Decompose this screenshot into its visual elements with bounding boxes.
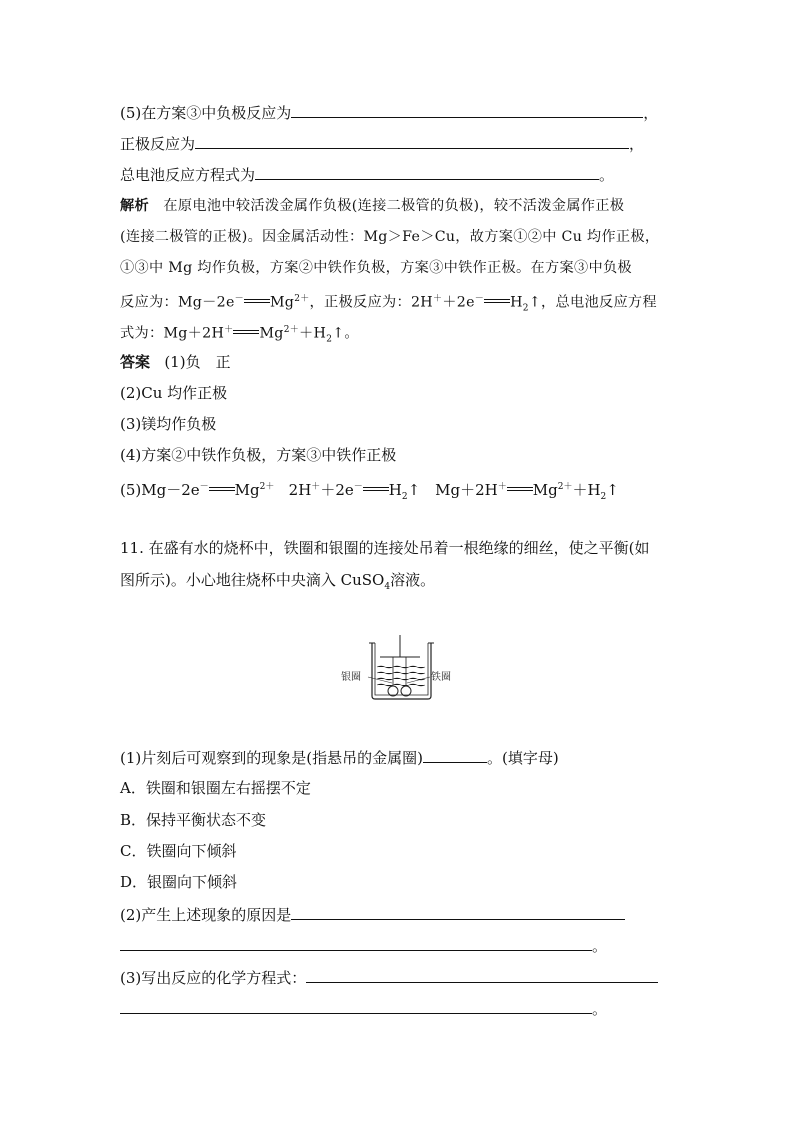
q5-positive-blank[interactable] xyxy=(195,132,629,149)
analysis-text-4c: ，正极反应为：2H xyxy=(309,294,433,311)
q11-option-c[interactable] xyxy=(120,840,236,862)
answer-5b: Mg xyxy=(234,481,260,499)
answer-3: (3)镁均作负极 xyxy=(120,415,217,433)
iron-ring xyxy=(401,686,411,696)
sub: 2 xyxy=(522,303,529,314)
answer-5c: 2H xyxy=(288,481,312,499)
equals-sign xyxy=(209,485,235,495)
equals-sign xyxy=(244,297,270,307)
sub: 2 xyxy=(326,334,333,345)
analysis-line-5 xyxy=(120,319,359,351)
answer-4: (4)方案②中铁作负极，方案③中铁作正极 xyxy=(120,446,397,464)
q5-comma: ， xyxy=(643,104,659,122)
beaker-figure xyxy=(340,633,455,703)
sup: ＋ xyxy=(497,482,507,492)
analysis-text-4d: ＋2e xyxy=(442,294,475,311)
q5-comma: ， xyxy=(629,135,645,153)
q11-part1-blank[interactable] xyxy=(423,746,487,763)
analysis-text-4a: 反应为：Mg－2e xyxy=(120,294,235,311)
equals-sign xyxy=(363,485,389,495)
option-c-text: C．铁圈向下倾斜 xyxy=(120,842,237,860)
sup: ＋ xyxy=(224,325,234,335)
q5-period: 。 xyxy=(599,166,615,184)
q5-total-line xyxy=(120,163,614,186)
sub: 2 xyxy=(600,492,607,502)
q11-stem-line-2 xyxy=(120,569,435,598)
analysis-line-4 xyxy=(120,288,657,320)
q11-part3-line-2 xyxy=(120,997,607,1020)
silver-ring-label: 银圈 xyxy=(341,672,361,683)
q11-part3-blank-2[interactable] xyxy=(120,997,592,1014)
answer-line-3 xyxy=(120,413,216,435)
q11-part3-period: 。 xyxy=(592,1000,608,1018)
q11-part1-end: 。(填字母) xyxy=(486,749,559,767)
q5-positive-line xyxy=(120,132,644,155)
equals-sign xyxy=(233,328,259,338)
q11-part3-blank[interactable] xyxy=(306,966,658,983)
sub: 2 xyxy=(401,492,408,502)
analysis-line-1 xyxy=(120,195,624,217)
q5-positive-label: 正极反应为 xyxy=(120,135,196,153)
answer-1: (1)负 正 xyxy=(164,353,231,371)
analysis-text-4e: H xyxy=(510,294,523,311)
answer-2: (2)Cu 均作正极 xyxy=(120,384,228,402)
answer-5a: (5)Mg－2e xyxy=(120,481,200,499)
q11-part2-blank-2[interactable] xyxy=(120,934,592,951)
analysis-heading: 解析 xyxy=(120,198,149,214)
sup: 2＋ xyxy=(283,325,300,335)
answer-line-2 xyxy=(120,382,227,404)
answer-5h: ＋H xyxy=(572,481,601,499)
q11-part2-line-2 xyxy=(120,934,607,957)
option-d-text: D．银圈向下倾斜 xyxy=(120,873,238,891)
analysis-text-3: ①③中 Mg 均作负极，方案②中铁作负极，方案③中铁作正极。在方案③中负极 xyxy=(120,260,632,276)
answer-5e: H xyxy=(388,481,402,499)
analysis-text-1: 在原电池中较活泼金属作负极(连接二极管的负极)，较不活泼金属作正极 xyxy=(163,198,625,214)
sup: － xyxy=(234,294,244,304)
sup: ＋ xyxy=(311,482,321,492)
answer-5d: ＋2e xyxy=(320,481,354,499)
q11-part1-line xyxy=(120,746,559,769)
analysis-text-5c: ＋H xyxy=(299,325,327,342)
sup: 2＋ xyxy=(294,294,310,304)
option-a-text: A．铁圈和银圈左右摇摆不定 xyxy=(120,779,311,797)
analysis-text-5a: 式为：Mg＋2H xyxy=(120,325,225,342)
analysis-line-3 xyxy=(120,257,632,279)
q11-part2-period: 。 xyxy=(592,937,608,955)
q11-stem-line-1 xyxy=(120,537,649,559)
iron-ring-label: 铁圈 xyxy=(431,672,451,683)
answer-line-4 xyxy=(120,444,396,466)
q5-total-label: 总电池反应方程式为 xyxy=(120,166,256,184)
analysis-line-2 xyxy=(120,226,659,248)
q11-part3: (3)写出反应的化学方程式： xyxy=(120,969,307,987)
answer-line-1 xyxy=(120,351,231,373)
q11-stem-2a: 图所示)。小心地往烧杯中央滴入 CuSO xyxy=(120,571,385,589)
answer-5f: ↑ Mg＋2H xyxy=(407,481,498,499)
q11-stem-1: 11. 在盛有水的烧杯中，铁圈和银圈的连接处吊着一根绝缘的细丝，使之平衡(如 xyxy=(120,539,650,557)
analysis-text-2: (连接二极管的正极)。因金属活动性：Mg＞Fe＞Cu，故方案①②中 Cu 均作正极， xyxy=(120,229,660,245)
sup: － xyxy=(199,482,209,492)
sup: ＋ xyxy=(432,294,443,304)
sub: 4 xyxy=(384,582,391,592)
q11-option-d[interactable] xyxy=(120,871,237,893)
sup: 2＋ xyxy=(557,482,573,492)
q11-part2: (2)产生上述现象的原因是 xyxy=(120,906,292,924)
silver-ring xyxy=(388,686,398,696)
q11-part3-line xyxy=(120,966,658,989)
q11-part1: (1)片刻后可观察到的现象是(指悬吊的金属圈) xyxy=(120,749,423,767)
sup: 2＋ xyxy=(259,482,275,492)
analysis-text-4f: ↑，总电池反应方程 xyxy=(528,294,657,311)
analysis-text-5d: ↑。 xyxy=(332,325,359,342)
q11-stem-2b: 溶液。 xyxy=(390,571,436,589)
equals-sign xyxy=(484,297,510,307)
q11-option-a[interactable] xyxy=(120,777,311,799)
equals-sign xyxy=(507,485,533,495)
option-b-text: B．保持平衡状态不变 xyxy=(120,811,267,829)
q5-negative-label: (5)在方案③中负极反应为 xyxy=(120,104,292,122)
sup: － xyxy=(353,482,363,492)
analysis-text-4b: Mg xyxy=(269,294,295,311)
q5-negative-blank[interactable] xyxy=(291,101,643,118)
sup: － xyxy=(474,294,485,304)
answer-5g: Mg xyxy=(532,481,558,499)
q5-total-blank[interactable] xyxy=(255,163,599,180)
q11-part2-line xyxy=(120,903,625,926)
q11-option-b[interactable] xyxy=(120,809,266,831)
q5-negative-line xyxy=(120,101,658,124)
q11-part2-blank[interactable] xyxy=(291,903,625,920)
answer-line-5 xyxy=(120,476,619,508)
analysis-text-5b: Mg xyxy=(259,325,284,342)
answer-5i: ↑ xyxy=(606,481,619,499)
answer-heading: 答案 xyxy=(120,353,151,371)
